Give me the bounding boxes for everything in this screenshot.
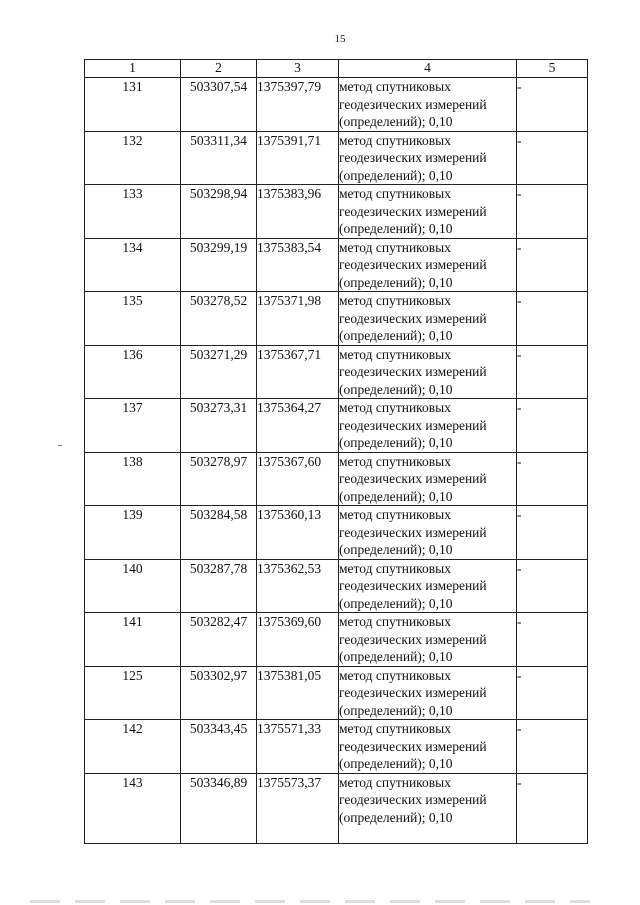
method-line: (определений); 0,10 (339, 435, 453, 450)
table-row (85, 185, 588, 239)
coordinate-y: 1375371,98 (257, 292, 339, 346)
point-number: 131 (85, 78, 181, 132)
method-line: (определений); 0,10 (339, 702, 453, 718)
table-row (85, 131, 588, 185)
point-number: 133 (85, 185, 181, 239)
method-line: метод спутниковых (339, 186, 451, 201)
table-row (85, 720, 588, 774)
method-line: геодезических измерений (339, 417, 487, 433)
coordinate-y: 1375367,71 (257, 345, 339, 399)
method-line: (определений); 0,10 (339, 756, 453, 771)
method-description (339, 506, 517, 560)
note-cell: - (517, 506, 588, 560)
coordinates-table (84, 59, 588, 844)
method-line: геодезических измерений (339, 310, 487, 326)
method-line: (определений); 0,10 (339, 167, 453, 183)
method-line: геодезических измерений (339, 257, 487, 272)
method-line: метод спутниковых (339, 239, 451, 255)
coordinate-y: 1375397,79 (257, 78, 339, 132)
point-number: 138 (85, 452, 181, 506)
point-number: 140 (85, 559, 181, 613)
method-description (339, 666, 517, 720)
method-line: (определений); 0,10 (339, 328, 453, 343)
method-line: метод спутниковых (339, 453, 451, 469)
method-line: (определений); 0,10 (339, 595, 453, 611)
method-line: геодезических измерений (339, 471, 487, 486)
method-line: геодезических измерений (339, 150, 487, 165)
method-description (339, 238, 517, 292)
method-description (339, 559, 517, 613)
table-row (85, 613, 588, 667)
method-description (339, 131, 517, 185)
method-line: геодезических измерений (339, 364, 487, 379)
method-line: (определений); 0,10 (339, 649, 453, 664)
column-header-3: 3 (257, 60, 339, 78)
note-cell: - (517, 185, 588, 239)
note-cell: - (517, 720, 588, 774)
method-line: (определений); 0,10 (339, 809, 453, 825)
method-line: (определений); 0,10 (339, 221, 453, 236)
scan-artifact (30, 900, 590, 903)
point-number: 137 (85, 399, 181, 453)
coordinate-x: 503346,89 (181, 773, 257, 843)
column-header-2: 2 (181, 60, 257, 78)
method-line: метод спутниковых (339, 774, 451, 790)
table-row (85, 559, 588, 613)
method-line: метод спутниковых (339, 614, 451, 629)
coordinate-y: 1375391,71 (257, 131, 339, 185)
page-number: 15 (334, 33, 346, 45)
method-description (339, 345, 517, 399)
note-cell: - (517, 399, 588, 453)
method-line: метод спутниковых (339, 560, 451, 576)
coordinate-y: 1375369,60 (257, 613, 339, 667)
note-cell: - (517, 773, 588, 843)
method-description (339, 720, 517, 774)
scan-mark (58, 445, 62, 446)
coordinate-x: 503284,58 (181, 506, 257, 560)
coordinate-y: 1375362,53 (257, 559, 339, 613)
method-line: (определений); 0,10 (339, 114, 453, 129)
table-row (85, 78, 588, 132)
method-line: (определений); 0,10 (339, 488, 453, 504)
coordinate-x: 503302,97 (181, 666, 257, 720)
coordinate-y: 1375571,33 (257, 720, 339, 774)
coordinate-x: 503307,54 (181, 78, 257, 132)
table-row (85, 292, 588, 346)
method-line: метод спутниковых (339, 507, 451, 522)
point-number: 134 (85, 238, 181, 292)
method-description (339, 452, 517, 506)
method-line: (определений); 0,10 (339, 274, 453, 290)
note-cell: - (517, 238, 588, 292)
point-number: 142 (85, 720, 181, 774)
method-description (339, 399, 517, 453)
method-line: геодезических измерений (339, 685, 487, 700)
table-row (85, 238, 588, 292)
note-cell: - (517, 292, 588, 346)
note-cell: - (517, 131, 588, 185)
column-header-4: 4 (339, 60, 517, 78)
note-cell: - (517, 345, 588, 399)
method-line: геодезических измерений (339, 738, 487, 754)
coordinate-x: 503273,31 (181, 399, 257, 453)
method-line: (определений); 0,10 (339, 542, 453, 557)
coordinate-x: 503343,45 (181, 720, 257, 774)
method-description (339, 773, 517, 843)
table-body (85, 78, 588, 844)
note-cell: - (517, 78, 588, 132)
method-line: метод спутниковых (339, 132, 451, 148)
coordinate-x: 503311,34 (181, 131, 257, 185)
point-number: 135 (85, 292, 181, 346)
coordinate-y: 1375367,60 (257, 452, 339, 506)
point-number: 132 (85, 131, 181, 185)
coordinate-y: 1375360,13 (257, 506, 339, 560)
method-line: метод спутниковых (339, 346, 451, 362)
note-cell: - (517, 559, 588, 613)
method-line: метод спутниковых (339, 721, 451, 736)
coordinate-x: 503287,78 (181, 559, 257, 613)
table-row (85, 345, 588, 399)
method-description (339, 613, 517, 667)
point-number: 143 (85, 773, 181, 843)
coordinate-y: 1375573,37 (257, 773, 339, 843)
method-line: геодезических измерений (339, 792, 487, 807)
coordinate-x: 503282,47 (181, 613, 257, 667)
column-header-1: 1 (85, 60, 181, 78)
method-line: метод спутниковых (339, 400, 451, 415)
coordinate-x: 503299,19 (181, 238, 257, 292)
method-line: метод спутниковых (339, 293, 451, 308)
note-cell: - (517, 666, 588, 720)
method-line: метод спутниковых (339, 667, 451, 683)
method-line: геодезических измерений (339, 524, 487, 540)
coordinate-x: 503278,97 (181, 452, 257, 506)
table-row (85, 452, 588, 506)
note-cell: - (517, 452, 588, 506)
point-number: 125 (85, 666, 181, 720)
table-row (85, 399, 588, 453)
point-number: 141 (85, 613, 181, 667)
method-line: геодезических измерений (339, 96, 487, 112)
column-header-5: 5 (517, 60, 588, 78)
coordinate-x: 503298,94 (181, 185, 257, 239)
coordinate-x: 503278,52 (181, 292, 257, 346)
coordinate-y: 1375381,05 (257, 666, 339, 720)
coordinate-y: 1375364,27 (257, 399, 339, 453)
point-number: 136 (85, 345, 181, 399)
table-row (85, 506, 588, 560)
table-row (85, 666, 588, 720)
method-description (339, 185, 517, 239)
coordinate-y: 1375383,54 (257, 238, 339, 292)
coordinate-y: 1375383,96 (257, 185, 339, 239)
method-description (339, 292, 517, 346)
note-cell: - (517, 613, 588, 667)
method-line: метод спутниковых (339, 79, 451, 94)
method-description (339, 78, 517, 132)
method-line: геодезических измерений (339, 203, 487, 219)
table-row (85, 773, 588, 843)
coordinate-x: 503271,29 (181, 345, 257, 399)
point-number: 139 (85, 506, 181, 560)
method-line: (определений); 0,10 (339, 381, 453, 397)
method-line: геодезических измерений (339, 578, 487, 593)
method-line: геодезических измерений (339, 631, 487, 647)
table-header-row (85, 60, 588, 78)
